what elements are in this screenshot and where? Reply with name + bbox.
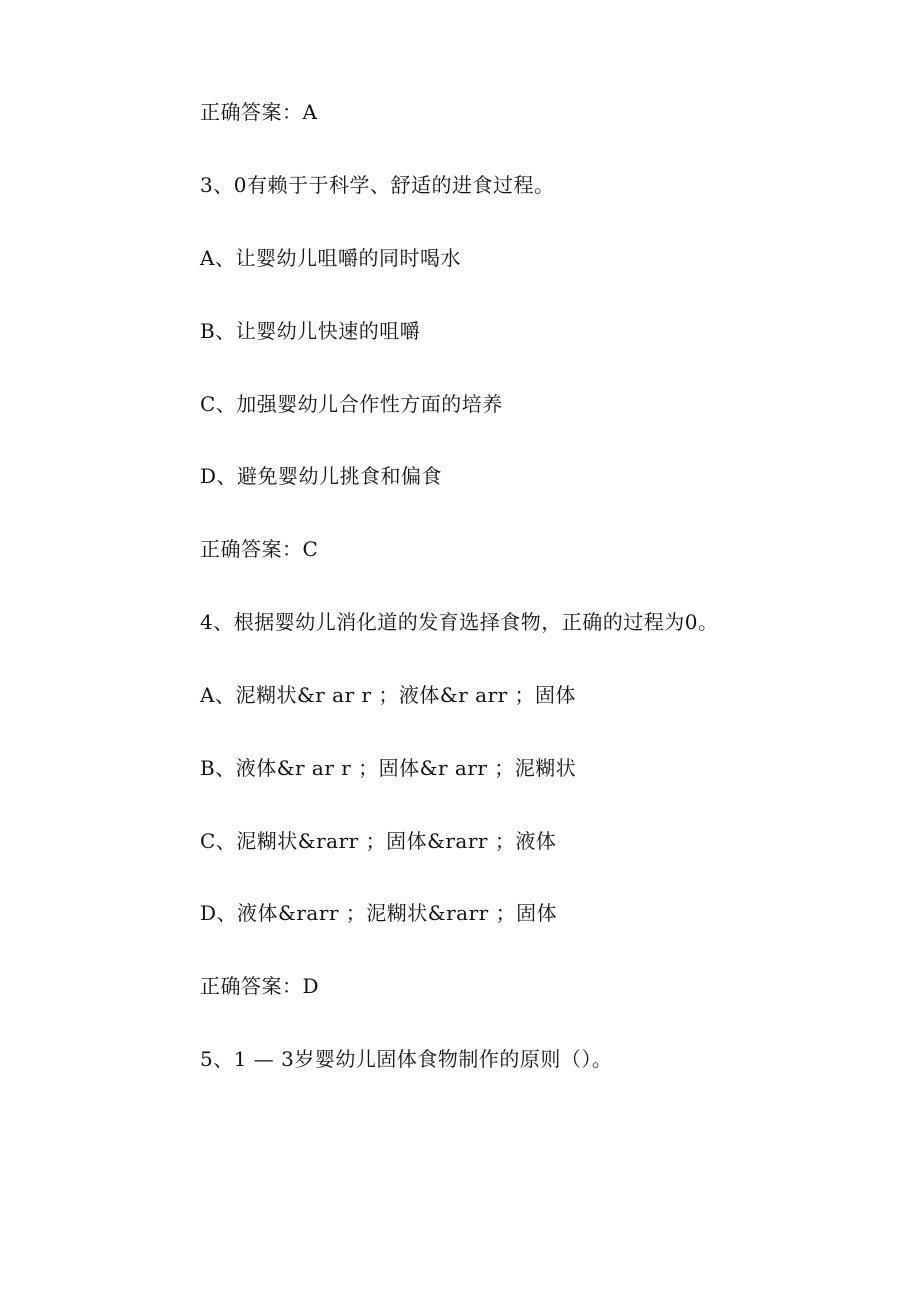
- question-3: 3、0有赖于于科学、舒适的进食过程。: [200, 173, 555, 197]
- answer-line-q2: 正确答案：A: [200, 100, 318, 124]
- answer-line-q4: 正确答案：D: [200, 974, 320, 998]
- question-4: 4、根据婴幼儿消化道的发育选择食物，正确的过程为0。: [200, 610, 719, 634]
- question-4-option-a: A、泥糊状&r ar r ；液体&r arr ；固体: [200, 683, 577, 707]
- question-4-option-b: B、液体&r ar r ；固体&r arr ；泥糊状: [200, 756, 577, 780]
- question-5: 5、1 — 3岁婴幼儿固体食物制作的原则（）。: [200, 1047, 613, 1071]
- question-3-option-b: B、让婴幼儿快速的咀嚼: [200, 319, 421, 343]
- answer-line-q3: 正确答案：C: [200, 537, 319, 561]
- question-4-option-c: C、泥糊状&rarr ；固体&rarr ；液体: [200, 829, 557, 853]
- question-4-option-d: D、液体&rarr ；泥糊状&rarr ；固体: [200, 901, 558, 925]
- question-3-option-d: D、避免婴幼儿挑食和偏食: [200, 464, 443, 488]
- question-3-option-a: A、让婴幼儿咀嚼的同时喝水: [200, 246, 461, 270]
- question-3-option-c: C、加强婴幼儿合作性方面的培养: [200, 392, 503, 416]
